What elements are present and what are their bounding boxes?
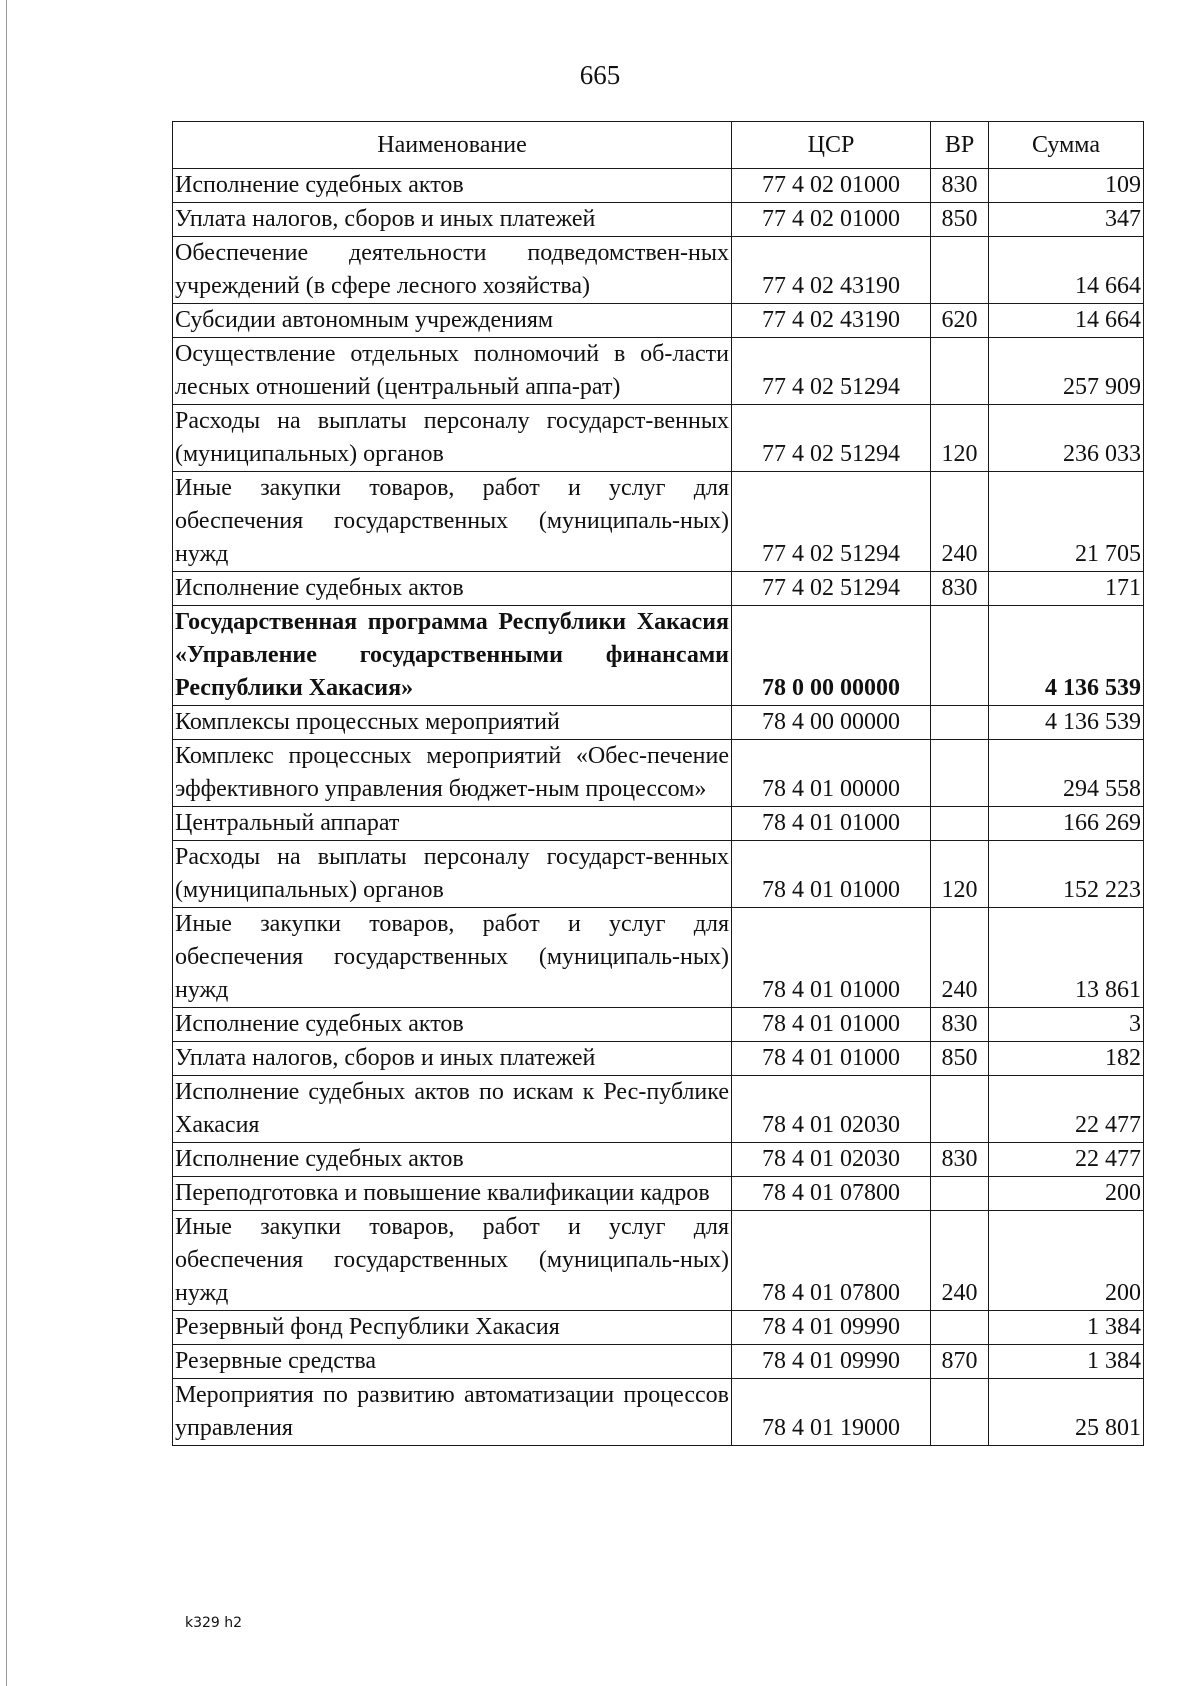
cell-sum: 200: [989, 1211, 1144, 1311]
cell-vr: [931, 338, 989, 405]
table-row: [173, 1311, 1144, 1345]
cell-name: Исполнение судебных актов: [173, 1143, 732, 1177]
cell-sum: 182: [989, 1042, 1144, 1076]
cell-name: Исполнение судебных актов по искам к Рес-публике Хакасия: [173, 1076, 732, 1143]
cell-csr: 78 4 01 02030: [732, 1143, 931, 1177]
cell-sum: 1 384: [989, 1345, 1144, 1379]
page-number: 665: [579, 60, 621, 90]
cell-name: Государственная программа Республики Хакасия «Управление государственными финансами Республики Хакасия»: [173, 606, 732, 706]
cell-csr: 78 4 01 01000: [732, 841, 931, 908]
cell-name: Иные закупки товаров, работ и услуг для обеспечения государственных (муниципаль-ных) нужд: [173, 908, 732, 1008]
cell-vr: 830: [931, 1143, 989, 1177]
cell-sum: 236 033: [989, 405, 1144, 472]
table-row: [173, 1177, 1144, 1211]
table-row: [173, 572, 1144, 606]
cell-sum: 25 801: [989, 1379, 1144, 1446]
cell-vr: 830: [931, 169, 989, 203]
cell-sum: 4 136 539: [989, 706, 1144, 740]
cell-name: Исполнение судебных актов: [173, 1008, 732, 1042]
table-header-row: [173, 122, 1144, 169]
cell-csr: 77 4 02 01000: [732, 169, 931, 203]
table-row: [173, 841, 1144, 908]
cell-name: Комплексы процессных мероприятий: [173, 706, 732, 740]
cell-csr: 78 4 01 09990: [732, 1345, 931, 1379]
cell-csr: 77 4 02 43190: [732, 304, 931, 338]
table-row: [173, 304, 1144, 338]
cell-csr: 77 4 02 01000: [732, 203, 931, 237]
table-row: [173, 908, 1144, 1008]
table-row: [173, 1379, 1144, 1446]
page-edge-line: [6, 0, 7, 1686]
cell-vr: 620: [931, 304, 989, 338]
cell-vr: 240: [931, 472, 989, 572]
table-row: [173, 405, 1144, 472]
cell-sum: 14 664: [989, 237, 1144, 304]
cell-csr: 77 4 02 51294: [732, 572, 931, 606]
cell-vr: [931, 1379, 989, 1446]
cell-sum: 200: [989, 1177, 1144, 1211]
cell-vr: [931, 1076, 989, 1143]
cell-vr: [931, 237, 989, 304]
cell-name: Резервные средства: [173, 1345, 732, 1379]
cell-csr: 77 4 02 51294: [732, 472, 931, 572]
cell-sum: 22 477: [989, 1143, 1144, 1177]
cell-name: Иные закупки товаров, работ и услуг для обеспечения государственных (муниципаль-ных) нужд: [173, 472, 732, 572]
cell-csr: 78 4 01 09990: [732, 1311, 931, 1345]
cell-sum: 109: [989, 169, 1144, 203]
table-row: [173, 1008, 1144, 1042]
cell-name: Обеспечение деятельности подведомствен-ных учреждений (в сфере лесного хозяйства): [173, 237, 732, 304]
cell-name: Уплата налогов, сборов и иных платежей: [173, 1042, 732, 1076]
cell-vr: [931, 706, 989, 740]
cell-vr: 120: [931, 841, 989, 908]
cell-vr: 870: [931, 1345, 989, 1379]
cell-csr: 78 4 01 07800: [732, 1211, 931, 1311]
table-row: [173, 203, 1144, 237]
footer-code: k329 h2: [185, 1615, 243, 1631]
cell-vr: 850: [931, 203, 989, 237]
cell-vr: 830: [931, 1008, 989, 1042]
cell-sum: 166 269: [989, 807, 1144, 841]
cell-csr: 78 4 01 00000: [732, 740, 931, 807]
cell-sum: 347: [989, 203, 1144, 237]
cell-sum: 294 558: [989, 740, 1144, 807]
cell-csr: 77 4 02 51294: [732, 338, 931, 405]
cell-sum: 171: [989, 572, 1144, 606]
header-sum: Сумма: [989, 122, 1144, 169]
cell-vr: [931, 740, 989, 807]
cell-name: Расходы на выплаты персоналу государст-венных (муниципальных) органов: [173, 405, 732, 472]
cell-vr: [931, 606, 989, 706]
table-row: [173, 1042, 1144, 1076]
cell-name: Исполнение судебных актов: [173, 572, 732, 606]
cell-csr: 78 4 01 01000: [732, 1042, 931, 1076]
budget-table: [172, 121, 1144, 1446]
table-row: [173, 1076, 1144, 1143]
cell-vr: [931, 1311, 989, 1345]
cell-csr: 78 4 01 19000: [732, 1379, 931, 1446]
cell-name: Центральный аппарат: [173, 807, 732, 841]
cell-csr: 77 4 02 51294: [732, 405, 931, 472]
table-row: [173, 1211, 1144, 1311]
table-row: [173, 237, 1144, 304]
table-row: [173, 740, 1144, 807]
cell-sum: 14 664: [989, 304, 1144, 338]
cell-csr: 78 4 01 01000: [732, 1008, 931, 1042]
cell-name: Субсидии автономным учреждениям: [173, 304, 732, 338]
header-vr: ВР: [931, 122, 989, 169]
cell-sum: 22 477: [989, 1076, 1144, 1143]
header-csr: ЦСР: [732, 122, 931, 169]
cell-vr: 240: [931, 1211, 989, 1311]
table-row: [173, 472, 1144, 572]
table-row: [173, 807, 1144, 841]
cell-vr: 240: [931, 908, 989, 1008]
cell-vr: 120: [931, 405, 989, 472]
cell-name: Иные закупки товаров, работ и услуг для обеспечения государственных (муниципаль-ных) нужд: [173, 1211, 732, 1311]
cell-name: Резервный фонд Республики Хакасия: [173, 1311, 732, 1345]
cell-name: Комплекс процессных мероприятий «Обес-печение эффективного управления бюджет-ным процессом»: [173, 740, 732, 807]
cell-sum: 3: [989, 1008, 1144, 1042]
table-row: [173, 1345, 1144, 1379]
cell-sum: 152 223: [989, 841, 1144, 908]
header-name: Наименование: [173, 122, 732, 169]
cell-sum: 13 861: [989, 908, 1144, 1008]
cell-vr: 830: [931, 572, 989, 606]
cell-name: Мероприятия по развитию автоматизации процессов управления: [173, 1379, 732, 1446]
cell-name: Осуществление отдельных полномочий в об-ласти лесных отношений (центральный аппа-рат): [173, 338, 732, 405]
cell-vr: 850: [931, 1042, 989, 1076]
cell-name: Переподготовка и повышение квалификации кадров: [173, 1177, 732, 1211]
cell-csr: 78 4 01 01000: [732, 807, 931, 841]
cell-sum: 1 384: [989, 1311, 1144, 1345]
cell-sum: 21 705: [989, 472, 1144, 572]
table-row: [173, 1143, 1144, 1177]
table-row: [173, 338, 1144, 405]
cell-name: Исполнение судебных актов: [173, 169, 732, 203]
cell-sum: 4 136 539: [989, 606, 1144, 706]
cell-name: Расходы на выплаты персоналу государст-венных (муниципальных) органов: [173, 841, 732, 908]
cell-csr: 77 4 02 43190: [732, 237, 931, 304]
cell-csr: 78 4 00 00000: [732, 706, 931, 740]
cell-name: Уплата налогов, сборов и иных платежей: [173, 203, 732, 237]
cell-vr: [931, 1177, 989, 1211]
cell-csr: 78 4 01 01000: [732, 908, 931, 1008]
table-row: [173, 706, 1144, 740]
cell-sum: 257 909: [989, 338, 1144, 405]
cell-csr: 78 4 01 07800: [732, 1177, 931, 1211]
cell-csr: 78 0 00 00000: [732, 606, 931, 706]
table-row: [173, 169, 1144, 203]
cell-vr: [931, 807, 989, 841]
cell-csr: 78 4 01 02030: [732, 1076, 931, 1143]
table-row: [173, 606, 1144, 706]
